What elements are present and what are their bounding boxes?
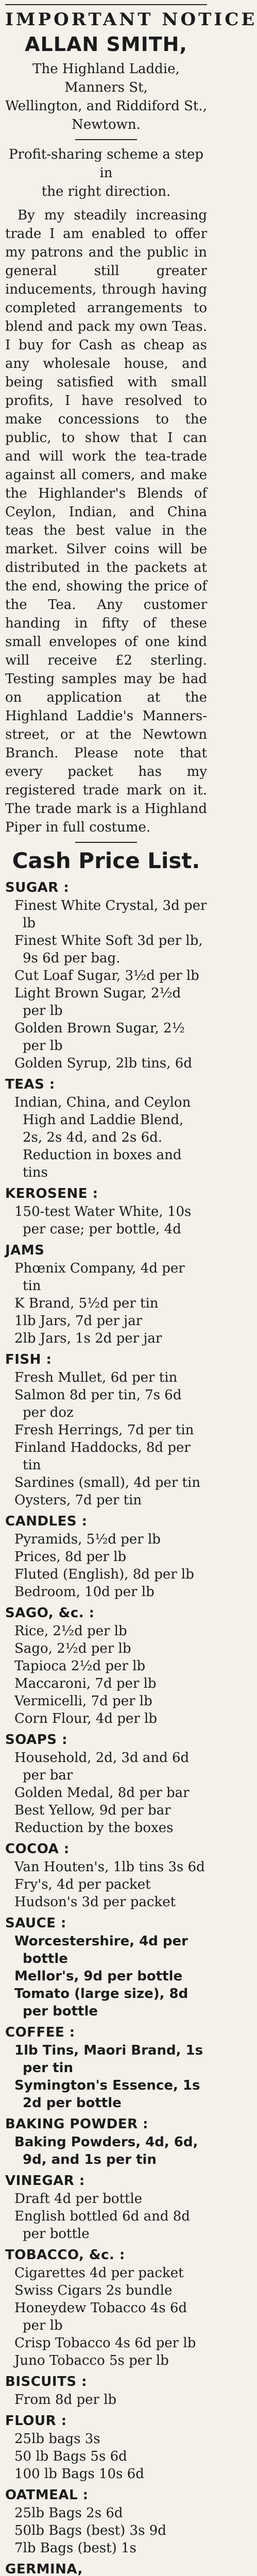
shop-name: ALLAN SMITH,: [25, 33, 187, 56]
price-item: Mellor's, 9d per bottle: [14, 1969, 183, 1984]
price-item: Golden Medal, 8d per bar: [14, 1785, 190, 1801]
price-item: English bottled 6d and 8d per bottle: [14, 2209, 190, 2242]
price-item: 100 lb Bags 10s 6d: [14, 2466, 144, 2482]
price-item: Hudson's 3d per packet: [14, 1894, 176, 1910]
price-item: 150-test Water White, 10s per case; per bottle, 4d: [14, 1204, 192, 1237]
price-item: Baking Powders, 4d, 6d, 9d, and 1s per tin: [14, 2134, 198, 2167]
tagline-line: the right direction.: [41, 184, 171, 199]
category-heading: SOAPS :: [5, 1732, 67, 1748]
price-item: 1lb Tins, Maori Brand, 1s per tin: [14, 2043, 203, 2076]
address-line: The Highland Laddie, Manners St,: [32, 61, 180, 95]
category-heading: BISCUITS :: [5, 2374, 87, 2389]
price-item: Pyramids, 5½d per lb: [14, 1532, 161, 1547]
price-item: Crisp Tobacco 4s 6d per lb: [14, 2335, 196, 2351]
category-heading: FLOUR :: [5, 2413, 67, 2429]
price-item: Golden Syrup, 2lb tins, 6d: [14, 1056, 192, 1071]
price-item: Fresh Herrings, 7d per tin: [14, 1422, 194, 1438]
price-item: 50lb Bags (best) 3s 9d: [14, 2523, 166, 2538]
tagline-line: Profit-sharing scheme a step in: [8, 147, 204, 181]
price-item: Bedroom, 10d per lb: [14, 1584, 155, 1600]
category-heading: SUGAR :: [5, 880, 70, 895]
category-heading: COFFEE :: [5, 2025, 75, 2040]
price-item: Finest White Crystal, 3d per lb: [14, 898, 207, 931]
top-rule: [5, 4, 207, 5]
price-item: Juno Tobacco 5s per lb: [14, 2353, 169, 2368]
price-item: Fry's, 4d per packet: [14, 1877, 151, 1892]
price-item: Corn Flour, 4d per lb: [14, 1711, 157, 1726]
price-item: 25lb Bags 2s 6d: [14, 2505, 123, 2521]
address-line: Wellington, and Riddiford St.,: [5, 98, 207, 114]
category-heading: CANDLES :: [5, 1514, 88, 1529]
price-item: Oysters, 7d per tin: [14, 1493, 142, 1508]
price-item: Sago, 2½d per lb: [14, 1641, 131, 1656]
category-heading: SAUCE :: [5, 1916, 66, 1931]
notice-title: IMPORTANT NOTICE: [5, 9, 257, 30]
category-heading: GERMINA,: [5, 2562, 83, 2576]
price-item: Sardines (small), 4d per tin: [14, 1475, 201, 1490]
price-item: Golden Brown Sugar, 2½ per lb: [14, 1021, 185, 1054]
price-item: Phœnix Company, 4d per tin: [14, 1261, 185, 1294]
price-item: 7lb Bags (best) 1s: [14, 2540, 136, 2556]
price-item: Swiss Cigars 2s bundle: [14, 2283, 173, 2298]
category-heading: COCOA :: [5, 1841, 70, 1857]
price-item: 50 lb Bags 5s 6d: [14, 2449, 127, 2464]
shop-address: [5, 60, 207, 134]
price-item: Fresh Mullet, 6d per tin: [14, 1370, 178, 1385]
price-item: 25lb bags 3s: [14, 2431, 100, 2447]
price-item: Indian, China, and Ceylon High and Laddie Blend, 2s, 2s 4d, and 2s 6d. Reduction in boxes and tins: [14, 1095, 191, 1180]
price-item: Honeydew Tobacco 4s 6d per lb: [14, 2300, 187, 2333]
address-line: Newtown.: [72, 117, 141, 132]
price-item: Tapioca 2½d per lb: [14, 1658, 146, 1674]
price-item: Maccaroni, 7d per lb: [14, 1676, 157, 1691]
price-item: Worcestershire, 4d per bottle: [14, 1934, 188, 1967]
price-item: Cut Loaf Sugar, 3½d per lb: [14, 968, 199, 984]
price-item: K Brand, 5½d per tin: [14, 1296, 159, 1311]
divider: [75, 842, 137, 843]
price-item: Tomato (large size), 8d per bottle: [14, 1986, 189, 2019]
price-item: Reduction by the boxes: [14, 1820, 174, 1836]
category-heading: TEAS :: [5, 1077, 55, 1092]
price-item: Finest White Soft 3d per lb, 9s 6d per bag.: [14, 933, 203, 966]
price-item: Prices, 8d per lb: [14, 1549, 127, 1565]
price-item: Best Yellow, 9d per bar: [14, 1803, 171, 1818]
category-heading: BAKING POWDER :: [5, 2116, 149, 2132]
tagline: [5, 145, 207, 201]
intro-paragraph: By my steadily increasing trade I am enabled to offer my patrons and the public in general still greater inducements, through having completed arrangements to blend and pack my own Teas. I buy for Cash as cheap as any wholesale house, and being satisfied with small profits, I have resolved to make concessions to the public, to show that I can and will work the tea-trade against all comers, and make the Highlander's Blends of Ceylon, Indian, and China teas the best value in the market. Silver coins will be distributed in the packets at the end, showing the price of the Tea. Any customer handing in fifty of these small envelopes of one kind will receive £2 sterling. Testing samples may be had on application at the Highland Laddie's Manners-street, or at the Newtown Branch. Please note that every packet has my registered trade mark on it. The trade mark is a Highland Piper in full costume.: [5, 208, 207, 835]
price-item: Household, 2d, 3d and 6d per bar: [14, 1750, 190, 1783]
price-item: Finland Haddocks, 8d per tin: [14, 1440, 191, 1473]
category-heading: FISH :: [5, 1352, 52, 1367]
category-heading: KEROSENE :: [5, 1186, 98, 1201]
category-heading: TOBACCO, &c. :: [5, 2247, 125, 2263]
price-item: Cigarettes 4d per packet: [14, 2265, 184, 2281]
price-item: Vermicelli, 7d per lb: [14, 1693, 152, 1709]
category-heading: VINEGAR :: [5, 2173, 85, 2189]
price-item: Van Houten's, 1lb tins 3s 6d: [14, 1859, 205, 1875]
price-item: Symington's Essence, 1s 2d per bottle: [14, 2078, 200, 2111]
category-heading: JAMS: [5, 1243, 45, 1258]
price-item: Fluted (English), 8d per lb: [14, 1567, 194, 1582]
price-item: From 8d per lb: [14, 2392, 117, 2408]
category-heading: SAGO, &c. :: [5, 1605, 95, 1621]
divider: [75, 139, 137, 140]
price-item: Rice, 2½d per lb: [14, 1623, 127, 1639]
price-item: 2lb Jars, 1s 2d per jar: [14, 1331, 162, 1346]
category-heading: OATMEAL :: [5, 2487, 89, 2503]
price-item: Draft 4d per bottle: [14, 2191, 143, 2207]
price-list-title: Cash Price List.: [12, 848, 200, 873]
price-item: 1lb Jars, 7d per jar: [14, 1313, 143, 1329]
price-item: Light Brown Sugar, 2½d per lb: [14, 986, 181, 1019]
price-list: [5, 878, 207, 2576]
price-item: Salmon 8d per tin, 7s 6d per doz: [14, 1387, 182, 1420]
